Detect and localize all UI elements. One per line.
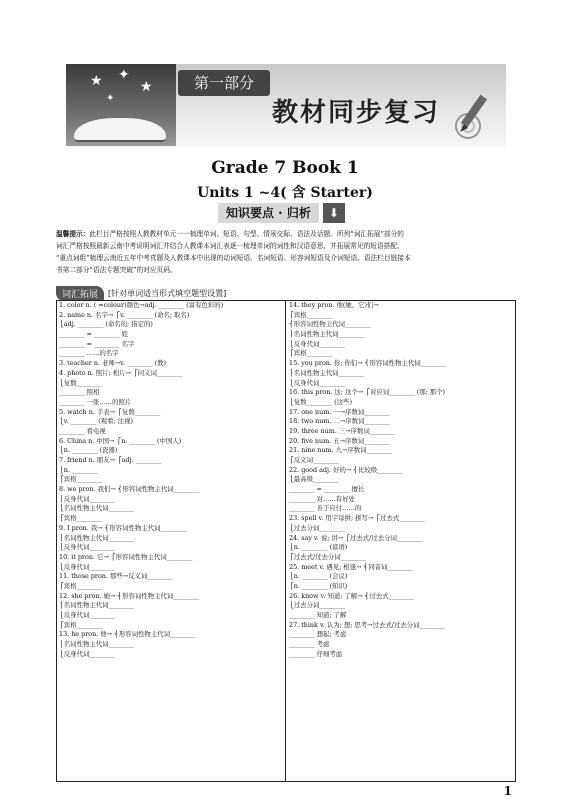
exercise-line: 12. she pron. 她→ ⎨形容词性物主代词________ (59, 591, 199, 600)
exercise-line: ⎩v. ________ (观看; 注视) (59, 417, 134, 426)
down-arrow-icon: ⬇ (323, 203, 345, 223)
star-icon: ✦ (118, 67, 130, 83)
tip-line: 书第二部分“语法专题突破”的对应页码。 (56, 266, 177, 274)
exercise-line: ________ 善于应付……的 (289, 504, 362, 513)
exercise-line: ________ = ________ 擅长 (289, 485, 365, 494)
page-number: 1 (503, 784, 512, 798)
exercise-line: ________ = ________ 名字 (59, 339, 135, 348)
exercise-line: ⎨形容词性物主代词________ (289, 320, 371, 329)
exercise-line: 10. it pron. 它→ ⎧形容词性物主代词________ (59, 552, 193, 561)
exercise-line: 22. good adj. 好的→ ⎨比较级________ (289, 465, 403, 474)
banner-illustration (66, 64, 176, 146)
exercise-line: 15. you pron. 你; 你们→ ⎨形容词性物主代词________ (289, 359, 447, 368)
exercise-line: ⎩名词性物主代词________ (59, 504, 135, 513)
star-icon: ★ (140, 79, 153, 95)
pencil-target-icon (450, 88, 502, 140)
exercise-line: ________ 考虑 (289, 640, 330, 649)
exercise-line: 20. five num. 五→序数词________ (289, 436, 390, 445)
vocab-right-column (289, 301, 513, 781)
exercise-line: 26. know v. 知道; 了解→ ⎨过去式________ (289, 591, 415, 600)
exercise-line: ⎩反身代词________ (59, 611, 115, 619)
exercise-line: ⎪名词性物主代词________ (59, 640, 135, 649)
exercise-line: ⎪名词性物主代词________ (59, 601, 135, 610)
exercise-line: ⎧宾格________ (59, 514, 103, 523)
exercise-line: ________ 看电视 (59, 426, 106, 435)
exercise-line: ________ 对……有好处 (289, 494, 355, 503)
exercise-line: ⎩反身代词________ (289, 339, 345, 348)
exercise-line: 5. watch n. 手表→ ⎧复数________ (59, 407, 161, 416)
exercise-line: ⎩n. ________ (会议) (289, 572, 348, 581)
exercise-line: ________ = ________ 姓 (59, 330, 128, 339)
exercise-line: ⎩adj. ________ (命名的; 指定的) (59, 320, 153, 329)
exercise-line: ________ 知道; 了解 (289, 611, 347, 619)
exercise-line: 7. friend n. 朋友→ ⎧adj. ________ (59, 456, 162, 464)
exercise-line: ⎩n. ________ (谚语) (289, 543, 348, 552)
exercise-line: ⎪名词性物主代词________ (289, 368, 365, 377)
exercise-line: ⎩反身代词________ (289, 378, 345, 387)
exercise-line: 2. name n. 名字→ ⎧v. ________ (命名; 取名) (59, 310, 190, 319)
exercise-line: 19. three num. 三→序数词________ (289, 426, 396, 435)
tip-paragraph (56, 228, 516, 276)
exercise-line: 4. photo n. 照片; 相片→ ⎧同义词________ (59, 368, 183, 377)
exercise-line: ________ 一张……的照片 (59, 397, 132, 406)
exercise-line: 16. this pron. 这; 这个→ ⎧对应词________ (那; 那个) (289, 388, 446, 397)
exercise-line: 23. spell v. 用字母拼; 拼写→ ⎧过去式________ (289, 514, 425, 523)
tip-lead: 温馨提示： (56, 230, 90, 238)
exercise-line: ⎪名词性物主代词________ (59, 533, 135, 542)
exercise-line: ⎩最高级________ (289, 475, 339, 484)
exercise-line: ⎩过去分词________ (289, 523, 345, 532)
exercise-line: 9. I pron. 我→ ⎨形容词性物主代词________ (59, 523, 187, 532)
exercise-line: ⎩n. ________ (瓷器) (59, 446, 118, 455)
exercise-line: 8. we pron. 我们→ ⎨形容词性物主代词________ (59, 485, 200, 494)
exercise-line: ⎪名词性物主代词________ (289, 330, 365, 339)
exercise-line: ⎩反身代词________ (59, 649, 115, 658)
exercise-line: 1. color n. ( =colour)颜色→adj. ________ (富有色彩的) (59, 301, 224, 309)
exercise-line: ⎧宾格________ (289, 349, 333, 358)
vocab-subtitle: [针对单词适当形式填空题型设置] (108, 289, 227, 298)
exercise-line: ⎧宾格________ (59, 620, 103, 629)
exercise-line: ⎩过去分词________ (289, 601, 345, 610)
exercise-line: ⎩复数________ (这些) (289, 397, 352, 406)
exercise-line: ⎩反身代词________ (59, 543, 115, 552)
exercise-line: 6. China n. 中国→ ⎧n. ________ (中国人) (59, 436, 182, 445)
exercise-line: 14. they pron. 他(她、它)们→ (289, 301, 379, 309)
vocab-exercise-box (56, 300, 516, 782)
part-label: 第一部分 (178, 70, 270, 96)
exercise-line: ⎧反义词________ (289, 456, 339, 464)
exercise-line: ________ 想起; 考虑 (289, 630, 347, 639)
exercise-line: ⎧n. ________ (知识) (289, 581, 348, 590)
exercise-line: 24. say v. 说; 讲→ ⎧过去式/过去分词________ (289, 533, 423, 542)
exercise-line: ⎩反身代词________ (59, 562, 115, 571)
star-icon: ★ (90, 73, 103, 89)
exercise-line: 21. nine num. 九→序数词________ (289, 446, 393, 455)
exercise-line: ⎧宾格________ (59, 581, 103, 590)
vocab-section-tag (56, 286, 226, 301)
vocab-left-column (59, 301, 283, 781)
exercise-line: 25. meet v. 遇见; 相逢→ ⎨同音词________ (289, 562, 413, 571)
section-label: 知识要点 · 归析 (218, 203, 319, 223)
exercise-line: ⎧过去式/过去分词________ (289, 552, 367, 561)
exercise-line: ________ 仔细考虑 (289, 649, 343, 658)
tip-line: 词汇严格按照最新云南中考说明词汇并结合人教课本词汇表逐一梳理单词的词性和汉语意思，并拓展常见的短语搭配。 (56, 242, 404, 250)
star-icon: ✦ (106, 93, 115, 104)
exercise-line: 11. those pron. 那些→反义词________ (59, 572, 173, 581)
exercise-line: ________ ……的名字 (59, 349, 119, 358)
exercise-line: ⎧宾格________ (289, 310, 333, 319)
open-book-icon (74, 118, 166, 142)
exercise-line: ________ 照相 (59, 388, 100, 397)
vocab-tag-label: 词汇拓展 (56, 286, 104, 301)
exercise-line: ⎩复数________ (59, 378, 103, 387)
exercise-line: 18. two num. 二→序数词________ (289, 417, 390, 426)
units-heading: Units 1 ~4( 含 Starter) (197, 185, 373, 201)
page-title: 教材同步复习 (272, 98, 441, 128)
grade-heading: Grade 7 Book 1 (211, 158, 359, 178)
tip-line: 此栏目严格按照人教教材单元一一梳理单词、短语、句型、情景交际、语法及话题。所列“词汇拓展”部分的 (89, 230, 404, 238)
exercise-line: 3. teacher n. 老师→v. ________ (教) (59, 359, 167, 368)
exercise-line: 13. he pron. 他→ ⎨形容词性物主代词________ (59, 630, 196, 639)
exercise-line: ⎧宾格________ (59, 475, 103, 484)
exercise-line: ⎪反身代词________ (59, 494, 115, 503)
exercise-line: ⎩n. ________ (59, 465, 98, 474)
column-divider (285, 301, 286, 781)
exercise-line: 17. one num. 一→序数词________ (289, 407, 390, 416)
tip-line: “重点词组”梳理云南近五年中考真题及人教课本中出现的动词短语、名词短语、形容词短语及介词短语。语法栏目链接本 (56, 254, 411, 262)
exercise-line: 27. think v. 认为; 想; 思考→过去式/过去分词________ (289, 620, 445, 629)
section-header (218, 203, 345, 223)
